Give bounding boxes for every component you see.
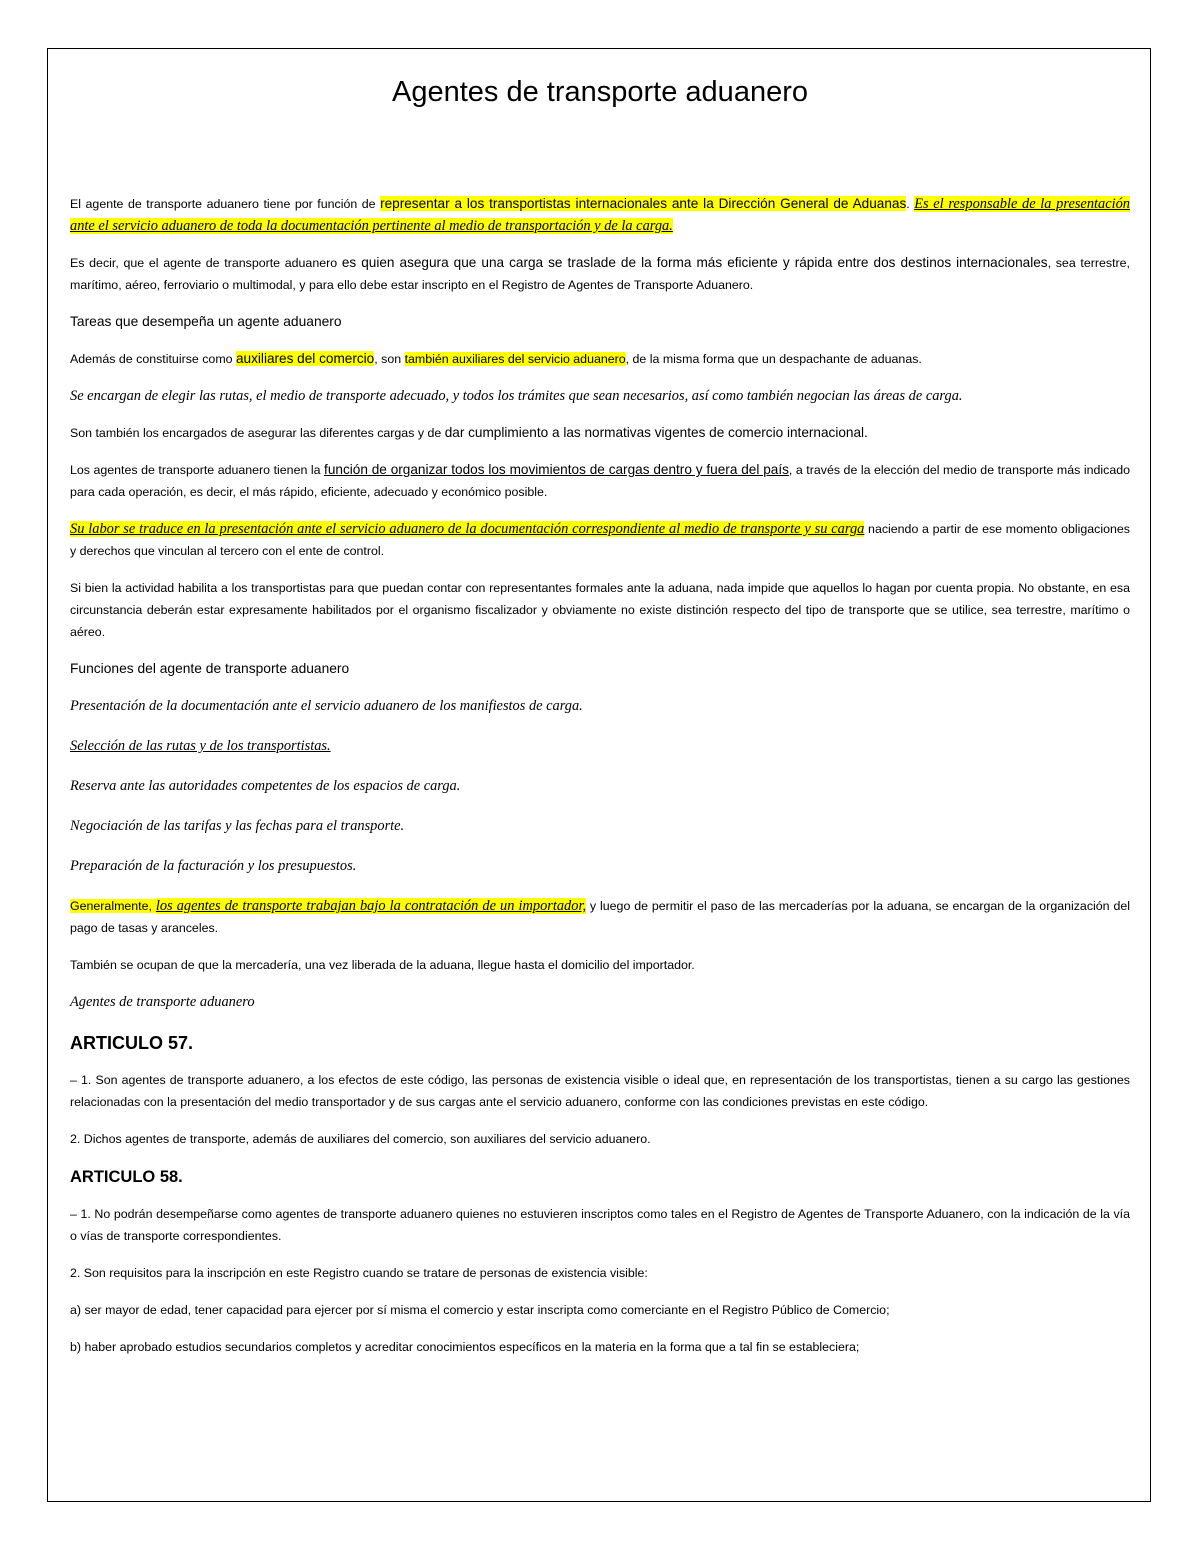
paragraph-labor [70,518,1130,562]
highlighted-text: auxiliares del comercio [235,351,375,366]
highlighted-text: también auxiliares del servicio aduanero [404,352,626,366]
function-item: Selección de las rutas y de los transportistas. [70,738,331,754]
heading-agentes: Agentes de transporte aduanero [70,994,255,1010]
function-item: Negociación de las tarifas y las fechas para el transporte. [70,818,405,834]
article-58-item-a: a) ser mayor de edad, tener capacidad para ejercer por sí misma el comercio y estar inscripta como comerciante en el Registro Público de Comercio; [70,1303,890,1317]
paragraph-actividad: Si bien la actividad habilita a los transportistas para que puedan contar con representantes formales ante la aduana, nada impide que aquellos lo hagan por cuenta propia. No obstante, en esa circunstancia deberán estar expresamente habilitados por el organismo fiscalizador y obviamente no existe distinción respecto del tipo de transporte que se utilice, sea terrestre, marítimo o aéreo. [70,581,1130,639]
article-58-paragraph-1: – 1. No podrán desempeñarse como agentes de transporte aduanero quienes no estuvieren inscriptos como tales en el Registro de Agentes de Transporte Aduanero, con la indicación de la vía o vías de transporte correspondientes. [70,1207,1130,1243]
article-57-heading: ARTICULO 57. [70,1033,194,1053]
text: , sea terrestre, marítimo, aéreo, ferroviario o multimodal, y para ello debe estar inscripto en el Registro de Agentes de Transporte Aduanero. [70,256,1130,292]
heading-tareas: Tareas que desempeña un agente aduanero [70,314,342,329]
paragraph-rutas: Se encargan de elegir las rutas, el medio de transporte adecuado, y todos los trámites que sean necesarios, así como también negocian las áreas de carga. [70,388,963,404]
paragraph-auxiliares [70,348,1130,370]
article-58-heading: ARTICULO 58. [70,1168,183,1186]
text: , a través de la elección del medio de transporte más indicado para cada operación, es decir, el más rápido, eficiente, adecuado y económico posible. [70,463,1130,499]
page-title: Agentes de transporte aduanero [392,76,808,108]
text: , son [374,352,405,366]
paragraph-es-decir [70,252,1130,296]
text: Son también los encargados de asegurar las diferentes cargas y de [70,426,445,440]
text: y luego de permitir el paso de las mercaderías por la aduana, se encargan de la organización del pago de tasas y aranceles. [70,899,1130,935]
highlighted-italic-text: Su labor se traduce en la presentación ante el servicio aduanero de la documentación correspondiente al medio de transporte y su carga [70,521,865,537]
paragraph-organizar [70,459,1130,503]
paragraph-intro [70,193,1130,237]
highlighted-text: Generalmente, [70,899,156,913]
article-58-item-b: b) haber aprobado estudios secundarios completos y acreditar conocimientos específicos en la materia en la forma que a tal fin se estableciera; [70,1340,860,1354]
text: Es decir, que el agente de transporte aduanero [70,256,342,270]
text: Los agentes de transporte aduanero tienen la [70,463,325,477]
text: , de la misma forma que un despachante de aduanas. [625,352,922,366]
highlighted-italic-text: Es el responsable de la presentación ante el servicio aduanero de toda la documentación pertinente al medio de transportación y de la carga. [70,196,1130,234]
text: naciendo a partir de ese momento obligaciones y derechos que vinculan al tercero con el ente de control. [70,522,1130,558]
heading-funciones: Funciones del agente de transporte aduanero [70,661,350,676]
highlighted-text: representar a los transportistas internacionales ante la Dirección General de Aduanas [380,196,907,211]
document-body [70,76,1130,1373]
paragraph-generalmente [70,895,1130,939]
function-item: Preparación de la facturación y los presupuestos. [70,858,357,874]
text: . [906,197,915,211]
article-57-paragraph-1: – 1. Son agentes de transporte aduanero, a los efectos de este código, las personas de existencia visible o ideal que, en representación de los transportistas, tienen a su cargo las gestiones relacionadas con la presentación del medio transportador y de sus cargas ante el servicio aduanero, conforme con las condiciones previstas en este código. [70,1073,1130,1109]
text: El agente de transporte aduanero tiene por función de [70,197,381,211]
article-58-paragraph-2: 2. Son requisitos para la inscripción en este Registro cuando se tratare de personas de existencia visible: [70,1266,648,1280]
highlighted-italic-text: los agentes de transporte trabajan bajo la contratación de un importador, [155,898,587,914]
emphasis-text: es quien asegura que una carga se traslade de la forma más eficiente y rápida entre dos destinos internacionales [341,255,1048,270]
article-57-paragraph-2: 2. Dichos agentes de transporte, además de auxiliares del comercio, son auxiliares del servicio aduanero. [70,1132,651,1146]
paragraph-cargas [70,422,1130,444]
text: Además de constituirse como [70,352,236,366]
function-item: Reserva ante las autoridades competentes de los espacios de carga. [70,778,461,794]
paragraph-tambien: También se ocupan de que la mercadería, una vez liberada de la aduana, llegue hasta el domicilio del importador. [70,958,695,972]
function-item: Presentación de la documentación ante el servicio aduanero de los manifiestos de carga. [70,698,583,714]
underlined-text: función de organizar todos los movimientos de cargas dentro y fuera del país [324,462,789,477]
emphasis-text: dar cumplimiento a las normativas vigentes de comercio internacional. [444,425,868,440]
